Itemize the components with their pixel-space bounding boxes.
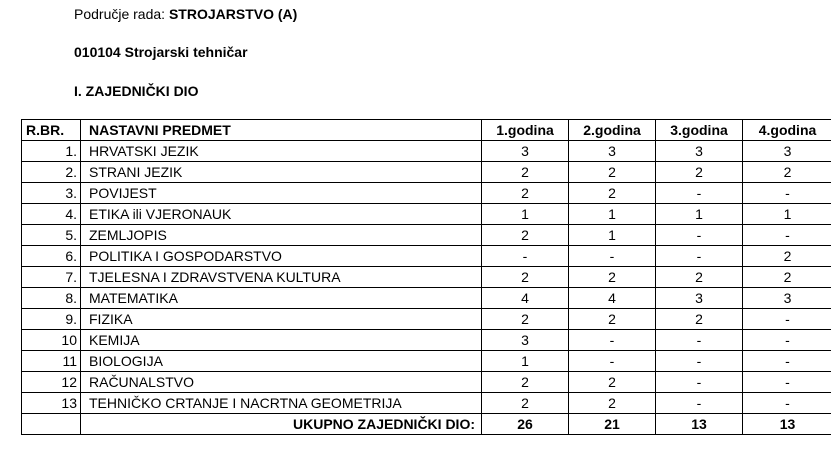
- row-number: 9.: [22, 309, 81, 330]
- row-number: 11: [22, 351, 81, 372]
- hours-year1: 2: [482, 309, 569, 330]
- hours-year1: 2: [482, 225, 569, 246]
- hours-year2: 1: [569, 204, 656, 225]
- hours-year2: -: [569, 246, 656, 267]
- row-number: 12: [22, 372, 81, 393]
- hours-year1: 3: [482, 141, 569, 162]
- hours-year2: -: [569, 330, 656, 351]
- hours-year2: 1: [569, 225, 656, 246]
- subject-name: FIZIKA: [81, 309, 482, 330]
- col-header-year2: 2.godina: [569, 120, 656, 141]
- subject-name: POLITIKA I GOSPODARSTVO: [81, 246, 482, 267]
- table-row: [22, 288, 831, 309]
- hours-year4: 1: [743, 204, 831, 225]
- area-line: [74, 6, 297, 22]
- program-title: 010104 Strojarski tehničar: [74, 44, 248, 60]
- subject-name: MATEMATIKA: [81, 288, 482, 309]
- hours-year4: 3: [743, 141, 831, 162]
- area-value: STROJARSTVO (A): [168, 6, 298, 22]
- hours-year1: 2: [482, 393, 569, 414]
- hours-year2: 4: [569, 288, 656, 309]
- total-year1: 26: [482, 414, 569, 435]
- subject-name: RAČUNALSTVO: [81, 372, 482, 393]
- hours-year1: 2: [482, 183, 569, 204]
- row-number: 13: [22, 393, 81, 414]
- subject-name: HRVATSKI JEZIK: [81, 141, 482, 162]
- hours-year2: 2: [569, 267, 656, 288]
- subjects-table: [21, 119, 831, 435]
- table-row: [22, 246, 831, 267]
- section-title: I. ZAJEDNIČKI DIO: [74, 83, 199, 99]
- total-spacer: [22, 414, 81, 435]
- hours-year1: 2: [482, 162, 569, 183]
- hours-year1: 2: [482, 267, 569, 288]
- hours-year3: 3: [656, 288, 743, 309]
- hours-year1: 1: [482, 204, 569, 225]
- hours-year2: 2: [569, 162, 656, 183]
- hours-year4: 2: [743, 267, 831, 288]
- row-number: 7.: [22, 267, 81, 288]
- hours-year2: 3: [569, 141, 656, 162]
- hours-year2: 2: [569, 309, 656, 330]
- hours-year4: -: [743, 183, 831, 204]
- table-row: [22, 204, 831, 225]
- subject-name: TJELESNA I ZDRAVSTVENA KULTURA: [81, 267, 482, 288]
- hours-year4: -: [743, 372, 831, 393]
- row-number: 1.: [22, 141, 81, 162]
- table-row: [22, 225, 831, 246]
- hours-year4: -: [743, 393, 831, 414]
- subject-name: KEMIJA: [81, 330, 482, 351]
- hours-year3: 2: [656, 309, 743, 330]
- total-year2: 21: [569, 414, 656, 435]
- row-number: 3.: [22, 183, 81, 204]
- hours-year2: 2: [569, 183, 656, 204]
- area-label: Područje rada:: [74, 6, 166, 22]
- col-header-year3: 3.godina: [656, 120, 743, 141]
- row-number: 8.: [22, 288, 81, 309]
- row-number: 4.: [22, 204, 81, 225]
- total-label: UKUPNO ZAJEDNIČKI DIO:: [81, 414, 482, 435]
- subject-name: POVIJEST: [81, 183, 482, 204]
- hours-year3: -: [656, 330, 743, 351]
- hours-year1: 4: [482, 288, 569, 309]
- hours-year3: -: [656, 393, 743, 414]
- table-row: [22, 351, 831, 372]
- row-number: 2.: [22, 162, 81, 183]
- col-header-subject: NASTAVNI PREDMET: [81, 120, 482, 141]
- hours-year4: -: [743, 330, 831, 351]
- table-body: [22, 141, 831, 414]
- col-header-year1: 1.godina: [482, 120, 569, 141]
- col-header-rbr: R.BR.: [22, 120, 81, 141]
- hours-year4: 3: [743, 288, 831, 309]
- hours-year4: 2: [743, 246, 831, 267]
- hours-year2: 2: [569, 393, 656, 414]
- table-row: [22, 162, 831, 183]
- hours-year3: -: [656, 372, 743, 393]
- hours-year2: 2: [569, 372, 656, 393]
- subject-name: ETIKA ili VJERONAUK: [81, 204, 482, 225]
- col-header-year4: 4.godina: [743, 120, 831, 141]
- table-row: [22, 372, 831, 393]
- hours-year2: -: [569, 351, 656, 372]
- hours-year3: -: [656, 351, 743, 372]
- hours-year3: 2: [656, 162, 743, 183]
- table-row: [22, 393, 831, 414]
- hours-year1: 2: [482, 372, 569, 393]
- hours-year3: 2: [656, 267, 743, 288]
- hours-year4: -: [743, 309, 831, 330]
- table-row: [22, 330, 831, 351]
- hours-year3: -: [656, 183, 743, 204]
- row-number: 5.: [22, 225, 81, 246]
- hours-year1: -: [482, 246, 569, 267]
- table-row: [22, 141, 831, 162]
- hours-year4: -: [743, 351, 831, 372]
- hours-year3: 1: [656, 204, 743, 225]
- subject-name: TEHNIČKO CRTANJE I NACRTNA GEOMETRIJA: [81, 393, 482, 414]
- row-number: 10: [22, 330, 81, 351]
- total-year3: 13: [656, 414, 743, 435]
- table-row: [22, 267, 831, 288]
- hours-year3: 3: [656, 141, 743, 162]
- hours-year1: 3: [482, 330, 569, 351]
- total-row: [22, 414, 831, 435]
- table-header-row: [22, 120, 831, 141]
- subject-name: STRANI JEZIK: [81, 162, 482, 183]
- hours-year3: -: [656, 225, 743, 246]
- row-number: 6.: [22, 246, 81, 267]
- hours-year4: 2: [743, 162, 831, 183]
- hours-year4: -: [743, 225, 831, 246]
- table-row: [22, 183, 831, 204]
- hours-year3: -: [656, 246, 743, 267]
- subject-name: ZEMLJOPIS: [81, 225, 482, 246]
- table-row: [22, 309, 831, 330]
- subject-name: BIOLOGIJA: [81, 351, 482, 372]
- hours-year1: 1: [482, 351, 569, 372]
- total-year4: 13: [743, 414, 831, 435]
